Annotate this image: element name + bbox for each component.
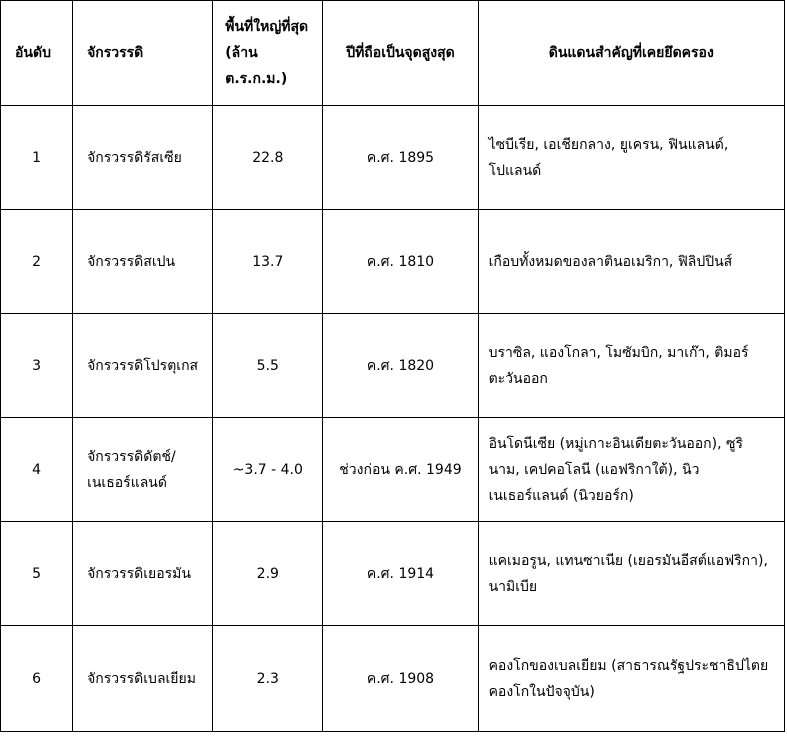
table-row — [1, 210, 785, 314]
empire-cell: จักรวรรดิดัตช์/เนเธอร์แลนด์ — [73, 418, 213, 522]
territories-cell: เกือบทั้งหมดของลาตินอเมริกา, ฟิลิปปินส์ — [478, 210, 784, 314]
header-rank: อันดับ — [1, 1, 73, 106]
empire-cell: จักรวรรดิเบลเยียม — [73, 626, 213, 732]
peak-year-cell: ค.ศ. 1914 — [323, 522, 478, 626]
area-cell: 5.5 — [213, 314, 323, 418]
table-row — [1, 314, 785, 418]
empire-cell: จักรวรรดิรัสเซีย — [73, 106, 213, 210]
rank-cell: 3 — [1, 314, 73, 418]
territories-cell: อินโดนีเซีย (หมู่เกาะอินเดียตะวันออก), ซูรินาม, เคปคอโลนี (แอฟริกาใต้), นิวเนเธอร์แลนด์ (นิวยอร์ก) — [478, 418, 784, 522]
peak-year-cell: ช่วงก่อน ค.ศ. 1949 — [323, 418, 478, 522]
empire-cell: จักรวรรดิโปรตุเกส — [73, 314, 213, 418]
table-row — [1, 106, 785, 210]
area-cell: 13.7 — [213, 210, 323, 314]
header-empire: จักรวรรดิ — [73, 1, 213, 106]
territories-cell: แคเมอรูน, แทนซาเนีย (เยอรมันอีสต์แอฟริกา), นามิเบีย — [478, 522, 784, 626]
rank-cell: 1 — [1, 106, 73, 210]
territories-cell: คองโกของเบลเยียม (สาธารณรัฐประชาธิปไตยคองโกในปัจจุบัน) — [478, 626, 784, 732]
empire-cell: จักรวรรดิเยอรมัน — [73, 522, 213, 626]
peak-year-cell: ค.ศ. 1908 — [323, 626, 478, 732]
area-cell: 2.9 — [213, 522, 323, 626]
table-row — [1, 626, 785, 732]
table-row — [1, 522, 785, 626]
peak-year-cell: ค.ศ. 1820 — [323, 314, 478, 418]
empire-cell: จักรวรรดิสเปน — [73, 210, 213, 314]
area-cell: 2.3 — [213, 626, 323, 732]
header-row — [1, 1, 785, 106]
territories-cell: ไซบีเรีย, เอเชียกลาง, ยูเครน, ฟินแลนด์, โปแลนด์ — [478, 106, 784, 210]
territories-cell: บราซิล, แองโกลา, โมซัมบิก, มาเก๊า, ติมอร์ตะวันออก — [478, 314, 784, 418]
rank-cell: 6 — [1, 626, 73, 732]
peak-year-cell: ค.ศ. 1810 — [323, 210, 478, 314]
header-territories: ดินแดนสำคัญที่เคยยึดครอง — [478, 1, 784, 106]
header-area: พื้นที่ใหญ่ที่สุด (ล้าน ต.ร.ก.ม.) — [213, 1, 323, 106]
area-cell: 22.8 — [213, 106, 323, 210]
rank-cell: 4 — [1, 418, 73, 522]
rank-cell: 5 — [1, 522, 73, 626]
header-peak-year: ปีที่ถือเป็นจุดสูงสุด — [323, 1, 478, 106]
peak-year-cell: ค.ศ. 1895 — [323, 106, 478, 210]
table-row — [1, 418, 785, 522]
rank-cell: 2 — [1, 210, 73, 314]
area-cell: ~3.7 - 4.0 — [213, 418, 323, 522]
